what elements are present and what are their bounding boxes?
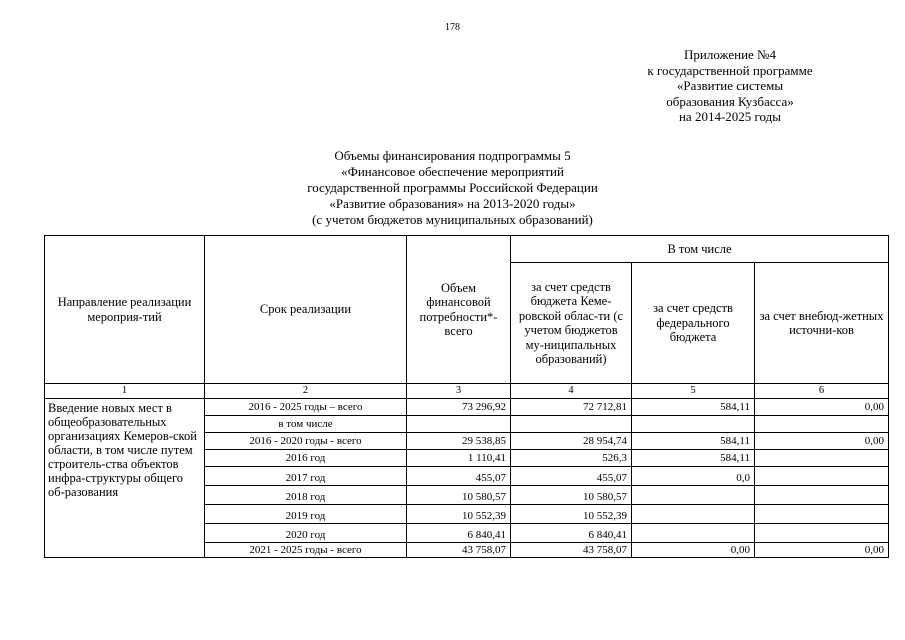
- header-direction: Направление реализации мероприя-тий: [45, 236, 205, 384]
- volume-cell: 6 840,41: [407, 524, 511, 543]
- table-row: [45, 399, 889, 416]
- appendix-line: Приложение №4: [684, 47, 776, 62]
- extra-cell: [755, 450, 889, 467]
- federal-cell: [632, 505, 755, 524]
- period-cell: 2016 год: [205, 450, 407, 467]
- appendix-line: «Развитие системы: [676, 78, 784, 93]
- appendix-line: образования Кузбасса»: [666, 93, 794, 109]
- extra-cell: [755, 416, 889, 433]
- appendix-block: [610, 47, 850, 125]
- title-line: Объемы финансирования подпрограммы 5: [334, 148, 571, 163]
- header-extra: за счет внебюд-жетных источни-ков: [755, 263, 889, 384]
- federal-cell: [632, 486, 755, 505]
- regional-cell: 43 758,07: [511, 543, 632, 558]
- column-number: 4: [511, 384, 632, 399]
- federal-cell: [632, 524, 755, 543]
- extra-cell: [755, 524, 889, 543]
- header-regional: за счет средств бюджета Кеме-ровской облас-ти (с учетом бюджетов му-ниципальных образований): [511, 263, 632, 384]
- column-number-row: [45, 384, 889, 399]
- header-row: [45, 236, 889, 263]
- regional-cell: 526,3: [511, 450, 632, 467]
- volume-cell: 43 758,07: [407, 543, 511, 558]
- volume-cell: 10 580,57: [407, 486, 511, 505]
- volume-cell: 10 552,39: [407, 505, 511, 524]
- page-number: 178: [445, 22, 460, 33]
- direction-cell: Введение новых мест в общеобразовательных организациях Кемеров-ской области, в том числе путем строитель-ства объектов инфра-структуры общего об-разования: [45, 399, 205, 558]
- title-line: «Развитие образования» на 2013-2020 годы»: [329, 196, 576, 211]
- extra-cell: 0,00: [755, 543, 889, 558]
- column-number: 6: [755, 384, 889, 399]
- federal-cell: 584,11: [632, 399, 755, 416]
- extra-cell: [755, 467, 889, 486]
- header-including: В том числе: [511, 236, 889, 263]
- title-line: государственной программы Российской Федерации: [307, 180, 598, 195]
- column-number: 3: [407, 384, 511, 399]
- regional-cell: [511, 416, 632, 433]
- regional-cell: 455,07: [511, 467, 632, 486]
- column-number: 5: [632, 384, 755, 399]
- regional-cell: 10 580,57: [511, 486, 632, 505]
- period-cell: 2018 год: [205, 486, 407, 505]
- federal-cell: [632, 416, 755, 433]
- federal-cell: 0,0: [632, 467, 755, 486]
- header-volume: Объем финансовой потребности*- всего: [407, 236, 511, 384]
- regional-cell: 72 712,81: [511, 399, 632, 416]
- period-cell: 2016 - 2020 годы - всего: [205, 433, 407, 450]
- period-cell: 2020 год: [205, 524, 407, 543]
- federal-cell: 0,00: [632, 543, 755, 558]
- column-number: 2: [205, 384, 407, 399]
- appendix-line: к государственной программе: [647, 62, 813, 78]
- period-cell: в том числе: [205, 416, 407, 433]
- volume-cell: [407, 416, 511, 433]
- regional-cell: 28 954,74: [511, 433, 632, 450]
- federal-cell: 584,11: [632, 433, 755, 450]
- volume-cell: 73 296,92: [407, 399, 511, 416]
- regional-cell: 6 840,41: [511, 524, 632, 543]
- extra-cell: 0,00: [755, 433, 889, 450]
- volume-cell: 29 538,85: [407, 433, 511, 450]
- volume-cell: 455,07: [407, 467, 511, 486]
- financing-table: [44, 235, 889, 558]
- period-cell: 2019 год: [205, 505, 407, 524]
- header-federal: за счет средств федерального бюджета: [632, 263, 755, 384]
- column-number: 1: [45, 384, 205, 399]
- title-line: «Финансовое обеспечение мероприятий: [341, 164, 564, 179]
- period-cell: 2021 - 2025 годы - всего: [205, 543, 407, 558]
- extra-cell: [755, 505, 889, 524]
- header-period: Срок реализации: [205, 236, 407, 384]
- period-cell: 2017 год: [205, 467, 407, 486]
- federal-cell: 584,11: [632, 450, 755, 467]
- document-title: [200, 148, 705, 228]
- period-cell: 2016 - 2025 годы – всего: [205, 399, 407, 416]
- extra-cell: 0,00: [755, 399, 889, 416]
- extra-cell: [755, 486, 889, 505]
- regional-cell: 10 552,39: [511, 505, 632, 524]
- volume-cell: 1 110,41: [407, 450, 511, 467]
- title-line: (с учетом бюджетов муниципальных образований): [312, 212, 593, 227]
- appendix-line: на 2014-2025 годы: [678, 109, 782, 124]
